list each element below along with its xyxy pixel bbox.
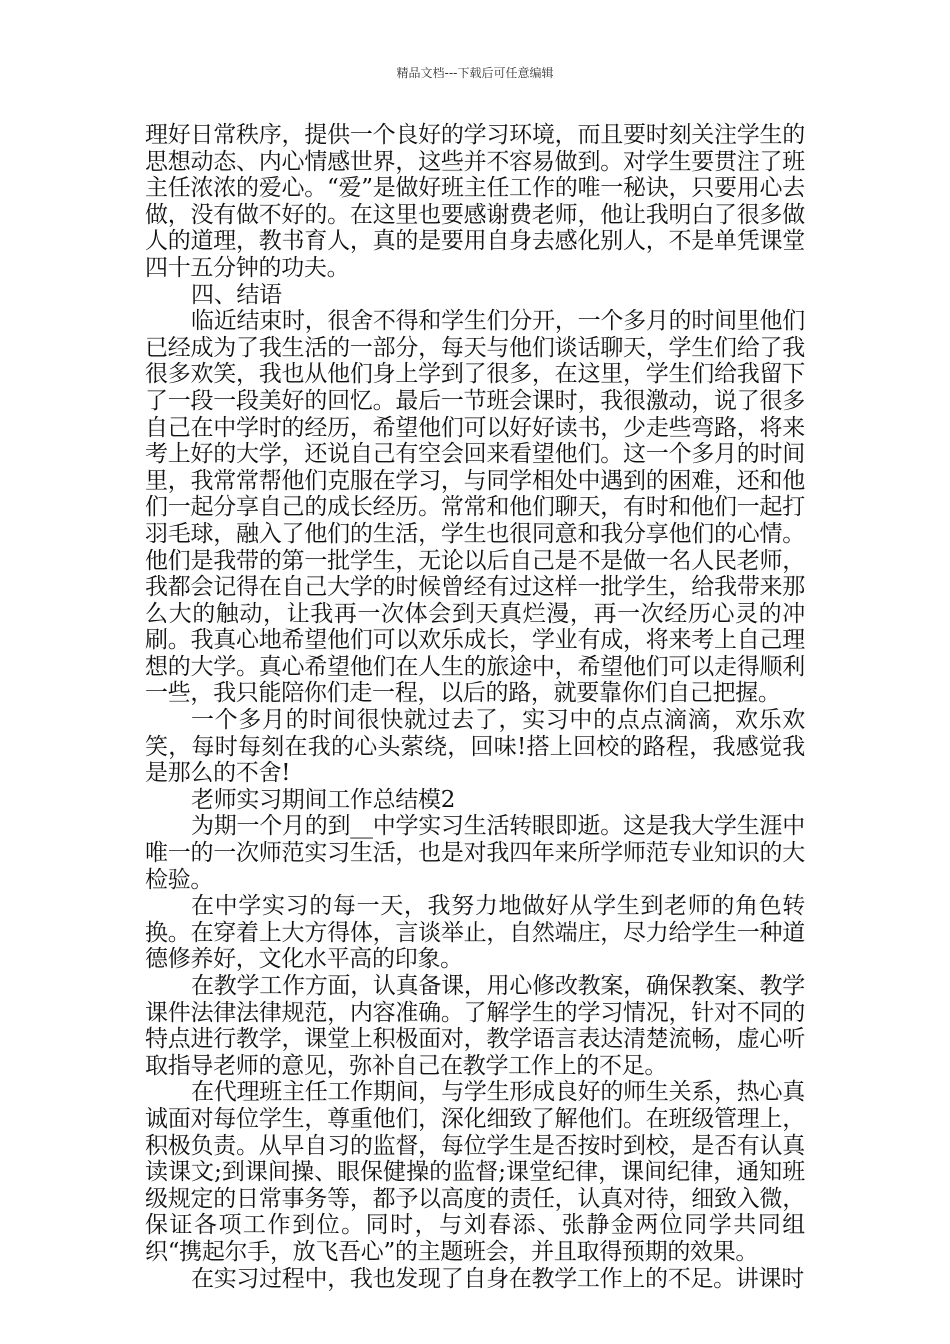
page-header: 精品文档---下载后可任意编辑 xyxy=(396,66,554,80)
paragraph-continuation: 理好日常秩序，提供一个良好的学习环境，而且要时刻关注学生的思想动态、内心情感世界，这些并不容易做到。对学生要贯注了班主任浓浓的爱心。“爱”是做好班主任工作的唯一秘诀，只要用心去做，没有做不好的。在这里也要感谢费老师，他让我明白了很多做人的道理，教书育人，真的是要用自身去感化别人，不是单凭课堂四十五分钟的功夫。 xyxy=(145,122,805,281)
paragraph: 在中学实习的每一天，我努力地做好从学生到老师的角色转换。在穿着上大方得体，言谈举止，自然端庄，尽力给学生一种道德修养好，文化水平高的印象。 xyxy=(145,893,805,973)
paragraph: 一个多月的时间很快就过去了，实习中的点点滴滴，欢乐欢笑，每时每刻在我的心头萦绕，回味!搭上回校的路程，我感觉我是那么的不舍! xyxy=(145,707,805,787)
section-heading-conclusion: 四、结语 xyxy=(191,281,282,308)
paragraph: 在代理班主任工作期间，与学生形成良好的师生关系，热心真诚面对每位学生，尊重他们，深化细致了解他们。在班级管理上，积极负责。从早自习的监督，每位学生是否按时到校，是否有认真读课文;到课间操、眼保健操的监督;课堂纪律，课间纪律，通知班级规定的日常事务等，都予以高度的责任，认真对待，细致入微，保证各项工作到位。同时，与刘春添、张静金两位同学共同组织“携起尔手，放飞吾心”的主题班会，并且取得预期的效果。 xyxy=(145,1079,805,1265)
document-body xyxy=(145,122,805,1292)
paragraph: 为期一个月的到__中学实习生活转眼即逝。这是我大学生涯中唯一的一次师范实习生活，也是对我四年来所学师范专业知识的大检验。 xyxy=(145,813,805,893)
paragraph: 在教学工作方面，认真备课，用心修改教案，确保教案、教学课件法律法律规范，内容准确。了解学生的学习情况，针对不同的特点进行教学，课堂上积极面对，教学语言表达清楚流畅，虚心听取指导老师的意见，弥补自己在教学工作上的不足。 xyxy=(145,973,805,1079)
paragraph: 临近结束时，很舍不得和学生们分开，一个多月的时间里他们已经成为了我生活的一部分，每天与他们谈话聊天，学生们给了我很多欢笑，我也从他们身上学到了很多，在这里，学生们给我留下了一段一段美好的回忆。最后一节班会课时，我很激动，说了很多自己在中学时的经历，希望他们可以好好读书，少走些弯路，将来考上好的大学，还说自己有空会回来看望他们。这一个多月的时间里，我常常帮他们克服在学习，与同学相处中遇到的困难，还和他们一起分享自己的成长经历。常常和他们聊天，有时和他们一起打羽毛球，融入了他们的生活，学生也很同意和我分享他们的心情。他们是我带的第一批学生，无论以后自己是不是做一名人民老师，我都会记得在自己大学的时候曾经有过这样一批学生，给我带来那么大的触动，让我再一次体会到天真烂漫，再一次经历心灵的冲刷。我真心地希望他们可以欢乐成长，学业有成，将来考上自己理想的大学。真心希望他们在人生的旅途中，希望他们可以走得顺利一些，我只能陪你们走一程，以后的路，就要靠你们自己把握。 xyxy=(145,308,805,707)
paragraph: 在实习过程中，我也发现了自身在教学工作上的不足。讲课时 xyxy=(191,1265,804,1292)
section-heading-template-2: 老师实习期间工作总结模2 xyxy=(191,786,456,813)
